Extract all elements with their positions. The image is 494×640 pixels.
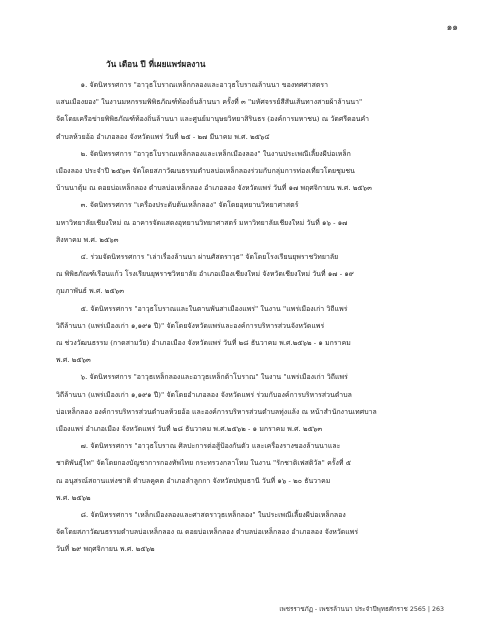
exhibition-item [56,197,444,249]
exhibition-item [56,146,444,198]
exhibition-line: วิถีล้านนา (แพร่เมืองเก่า ๑,๑๙๑ ปี)" จัดโดยอำเภอลอง จังหวัดแพร่ ร่วมกับองค์การบริหารส่วนตำบล [56,390,352,399]
exhibition-item [56,249,444,301]
exhibition-line: ๖. จัดนิทรรศการ "อาวุธเหล็กลองและอาวุธเหล็กต้าโบราณ" ในงาน "แพร่เมืองเก่า วิถีแพร่ [56,373,348,382]
exhibition-item [56,369,444,438]
exhibition-line: ชาติพันธุ์ไท" จัดโดยกองบัญชาการกองทัพไทย กระทรวงกลาโหม ในงาน "รักชาติเฟสติวัล" ครั้งที่ ๕ [56,459,352,468]
exhibition-line: พ.ศ. ๒๕๖๓ [56,356,91,365]
exhibition-line: เมืองลอง ประจำปี ๒๕๖๓ จัดโดยสภาวัฒนธรรมตำบลบ่อเหล็กลองร่วมกับกลุ่มการท่องเที่ยวโดยชุมชน [56,167,355,176]
exhibition-list [56,77,444,559]
exhibition-item [56,301,444,370]
exhibition-line: ๘. จัดนิทรรศการ "เหล็กเมืองลองและศาสตราวุธเหล็กลอง" ในประเพณีเลี้ยงผีบ่อเหล็กลอง [56,511,346,520]
exhibition-line: มหาวิทยาลัยเชียงใหม่ ณ อาคารจัดแสดงอุทยานวิทยาศาสตร์ มหาวิทยาลัยเชียงใหม่ วันที่ ๑๖ - ๑๗ [56,218,348,227]
page-number-top: ๑๑ [446,23,458,33]
exhibition-item [56,77,444,146]
exhibition-line: จัดโดยสภาวัฒนธรรมตำบลบ่อเหล็กลอง ณ ดอยบ่อเหล็กลอง ตำบลบ่อเหล็กลอง อำเภอลอง จังหวัดแพร่ [56,528,359,537]
document-body [56,58,444,559]
exhibition-line: ณ อนุสรณ์สถานแห่งชาติ ตำบลคูคต อำเภอลำลูกกา จังหวัดปทุมธานี วันที่ ๑๖ - ๒๐ ธันวาคม [56,476,331,485]
exhibition-line: บ่อเหล็กลอง องค์การบริหารส่วนตำบลห้วยอ้อ และองค์การบริหารส่วนตำบลทุ่งแล้ง ณ หน้าสำนักงานเทศบาล [56,407,377,416]
exhibition-line: ๕. จัดนิทรรศการ "อาวุธโบราณและในตานพันสาเมืองแพร่" ในงาน "แพร่เมืองเก่า วิถีแพร่ [56,304,348,313]
exhibition-line: แสนเมืองยอง" ในงานมหกรรมพิพิธภัณฑ์ท้องถิ่นล้านนา ครั้งที่ ๓ "มหัศจรรย์สีสันเส้นทางสายผ้าล้านนา" [56,98,363,107]
exhibition-line: สิงหาคม พ.ศ. ๒๕๖๓ [56,235,119,244]
page-footer: เพชรราชภัฏ - เพชรล้านนา ประจำปีพุทธศักราช 2565 | 263 [279,606,444,613]
exhibition-line: ณ ช่วงวัฒนธรรม (กาดสามวัย) อำเภอเมือง จังหวัดแพร่ วันที่ ๒๘ ธันวาคม พ.ศ.๒๕๖๒ - ๑ มกราคม [56,339,351,348]
section-heading: วัน เดือน ปี ที่เผยแพร่ผลงาน [106,59,206,69]
exhibition-item [56,438,444,507]
exhibition-line: ๗. จัดนิทรรศการ "อาวุธโบราณ ศิลปะการต่อสู้ป้องกันตัว และเครื่องรางของล้านนาและ [56,442,341,451]
exhibition-line: พ.ศ. ๒๕๖๒ [56,493,91,502]
exhibition-line: ๒. จัดนิทรรศการ "อาวุธโบราณเหล็กลองและเหล็กเมืองลอง" ในงานประเพณีเลี้ยงผีบ่อเหล็ก [56,149,351,158]
exhibition-line: ตำบลห้วยอ้อ อำเภอลอง จังหวัดแพร่ วันที่ ๒๕ - ๒๗ มีนาคม พ.ศ. ๒๕๖๔ [56,132,270,141]
exhibition-line: ๓. จัดนิทรรศการ "เครื่องประดับต้นเหล็กลอง" จัดโดยอุทยานวิทยาศาสตร์ [56,201,299,210]
exhibition-line: วันที่ ๒๙ พฤศจิกายน พ.ศ. ๒๕๖๒ [56,545,155,554]
exhibition-line: จัดโดยเครือข่ายพิพิธภัณฑ์ท้องถิ่นล้านนา และศูนย์มานุษยวิทยาสิรินธร (องค์การมหาชน) ณ วัดศรีดอนคำ [56,115,370,124]
exhibition-line: ณ พิพิธภัณฑ์เรือนแก้ว โรงเรียนยุพราชวิทยาลัย อำเภอเมืองเชียงใหม่ จังหวัดเชียงใหม่ วันที่ ๑๗ - ๑๙ [56,270,354,279]
exhibition-item [56,507,444,559]
exhibition-line: ๑. จัดนิทรรศการ "อาวุธโบราณเหล็กกลองและอาวุธโบราณล้านนา ของทศศาสตรา [56,81,329,89]
exhibition-line: ๔. ร่วมจัดนิทรรศการ "เล่าเรื่องล้านนา ผ่านศัสตราวุธ" จัดโดยโรงเรียนยุพราชวิทยาลัย [56,253,339,262]
exhibition-line: กุมภาพันธ์ พ.ศ. ๒๕๖๓ [56,287,124,296]
exhibition-line: บ้านนาตุ้ม ณ ดอยบ่อเหล็กลอง ตำบลบ่อเหล็กลอง อำเภอลอง จังหวัดแพร่ วันที่ ๑๗ พฤศจิกายน พ.ศ. ๒๕๖๓ [56,184,372,193]
exhibition-line: วิถีล้านนา (แพร่เมืองเก่า ๑,๑๙๑ ปี)" จัดโดยจังหวัดแพร่และองค์การบริหารส่วนจังหวัดแพร่ [56,321,325,330]
exhibition-line: เมืองแพร่ อำเภอเมือง จังหวัดแพร่ วันที่ ๒๘ ธันวาคม พ.ศ.๒๕๖๒ - ๑ มกราคม พ.ศ. ๒๕๖๓ [56,425,323,434]
